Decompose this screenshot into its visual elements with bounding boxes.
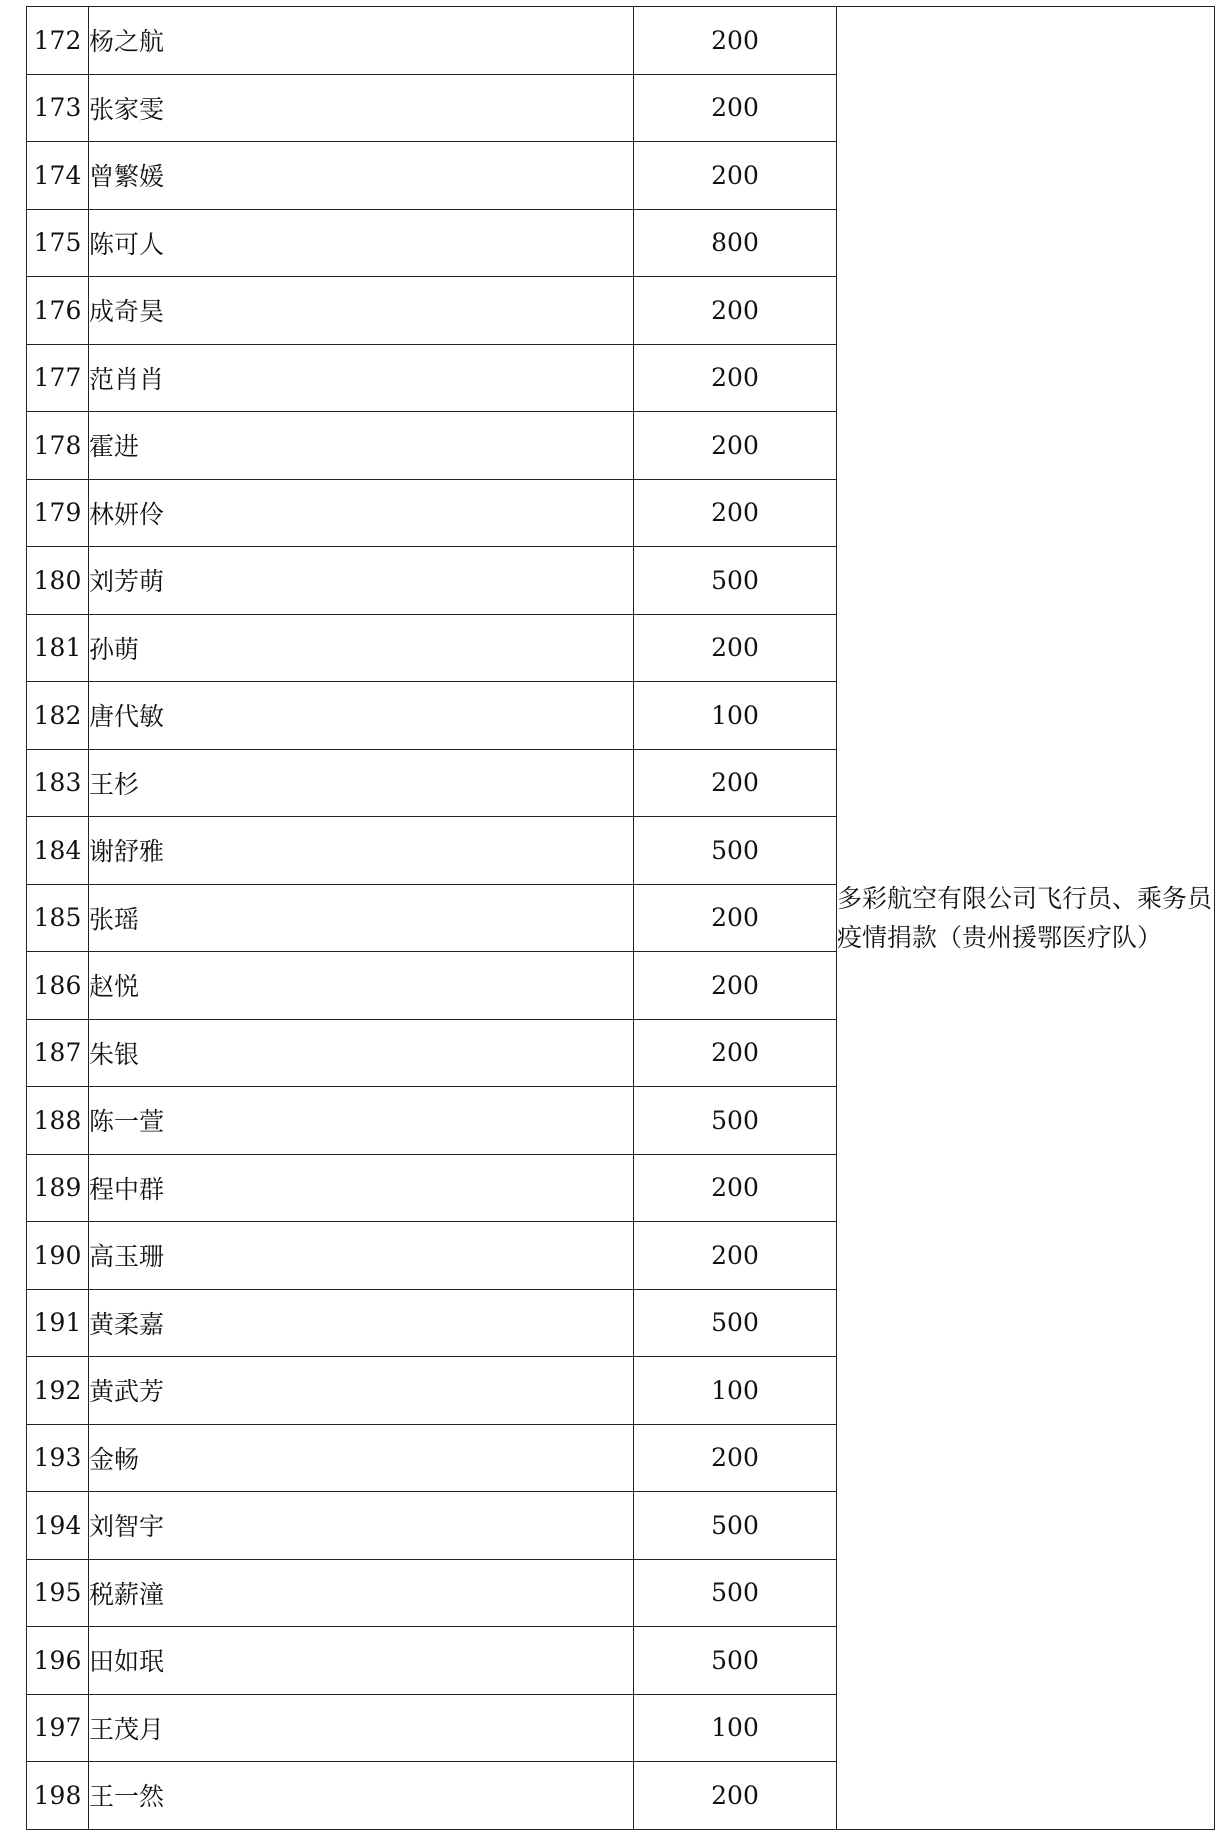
donation-table <box>26 6 1215 1830</box>
donor-name: 朱银 <box>89 1019 634 1087</box>
donor-name: 刘芳萌 <box>89 547 634 615</box>
row-number: 183 <box>27 749 89 817</box>
donation-amount: 200 <box>634 884 837 952</box>
row-number: 186 <box>27 952 89 1020</box>
row-number: 184 <box>27 817 89 885</box>
row-number: 173 <box>27 74 89 142</box>
donation-amount: 500 <box>634 1559 837 1627</box>
row-number: 180 <box>27 547 89 615</box>
row-number: 190 <box>27 1222 89 1290</box>
donor-name: 范肖肖 <box>89 344 634 412</box>
donor-name: 陈一萱 <box>89 1087 634 1155</box>
donor-name: 王一然 <box>89 1762 634 1830</box>
donation-amount: 200 <box>634 7 837 75</box>
donor-name: 孙萌 <box>89 614 634 682</box>
donation-amount: 500 <box>634 547 837 615</box>
row-number: 187 <box>27 1019 89 1087</box>
donor-name: 霍进 <box>89 412 634 480</box>
row-number: 181 <box>27 614 89 682</box>
donor-name: 赵悦 <box>89 952 634 1020</box>
donor-name: 谢舒雅 <box>89 817 634 885</box>
donation-amount: 500 <box>634 1289 837 1357</box>
donation-amount: 100 <box>634 682 837 750</box>
donor-name: 王杉 <box>89 749 634 817</box>
row-number: 192 <box>27 1357 89 1425</box>
donor-name: 成奇昊 <box>89 277 634 345</box>
donor-name: 陈可人 <box>89 209 634 277</box>
donor-name: 林妍伶 <box>89 479 634 547</box>
donor-name: 程中群 <box>89 1154 634 1222</box>
donor-name: 黄武芳 <box>89 1357 634 1425</box>
row-number: 172 <box>27 7 89 75</box>
row-number: 176 <box>27 277 89 345</box>
donation-amount: 500 <box>634 1627 837 1695</box>
row-number: 178 <box>27 412 89 480</box>
donation-amount: 200 <box>634 749 837 817</box>
row-number: 198 <box>27 1762 89 1830</box>
donation-note: 多彩航空有限公司飞行员、乘务员疫情捐款（贵州援鄂医疗队） <box>837 7 1215 1830</box>
donor-name: 杨之航 <box>89 7 634 75</box>
donation-amount: 200 <box>634 614 837 682</box>
row-number: 197 <box>27 1694 89 1762</box>
donor-name: 金畅 <box>89 1424 634 1492</box>
row-number: 174 <box>27 142 89 210</box>
row-number: 189 <box>27 1154 89 1222</box>
donation-amount: 200 <box>634 412 837 480</box>
donation-amount: 200 <box>634 479 837 547</box>
row-number: 194 <box>27 1492 89 1560</box>
row-number: 191 <box>27 1289 89 1357</box>
donor-name: 刘智宇 <box>89 1492 634 1560</box>
donation-amount: 200 <box>634 1424 837 1492</box>
donation-amount: 100 <box>634 1357 837 1425</box>
row-number: 195 <box>27 1559 89 1627</box>
donation-table-body <box>27 7 1215 1830</box>
donor-name: 张家雯 <box>89 74 634 142</box>
donation-amount: 200 <box>634 142 837 210</box>
row-number: 196 <box>27 1627 89 1695</box>
row-number: 175 <box>27 209 89 277</box>
donation-amount: 500 <box>634 1087 837 1155</box>
donation-amount: 200 <box>634 1762 837 1830</box>
table-row <box>27 7 1215 75</box>
donation-amount: 800 <box>634 209 837 277</box>
donor-name: 税薪潼 <box>89 1559 634 1627</box>
row-number: 188 <box>27 1087 89 1155</box>
donation-amount: 200 <box>634 277 837 345</box>
donation-amount: 200 <box>634 1154 837 1222</box>
donation-amount: 200 <box>634 952 837 1020</box>
row-number: 185 <box>27 884 89 952</box>
row-number: 179 <box>27 479 89 547</box>
donor-name: 王茂月 <box>89 1694 634 1762</box>
donor-name: 黄柔嘉 <box>89 1289 634 1357</box>
row-number: 193 <box>27 1424 89 1492</box>
donation-amount: 100 <box>634 1694 837 1762</box>
row-number: 177 <box>27 344 89 412</box>
donation-amount: 500 <box>634 1492 837 1560</box>
donation-amount: 200 <box>634 1019 837 1087</box>
donation-amount: 200 <box>634 344 837 412</box>
donor-name: 高玉珊 <box>89 1222 634 1290</box>
donor-name: 曾繁媛 <box>89 142 634 210</box>
donor-name: 张瑶 <box>89 884 634 952</box>
donor-name: 田如珉 <box>89 1627 634 1695</box>
row-number: 182 <box>27 682 89 750</box>
donor-name: 唐代敏 <box>89 682 634 750</box>
donation-amount: 200 <box>634 74 837 142</box>
donation-amount: 200 <box>634 1222 837 1290</box>
donation-amount: 500 <box>634 817 837 885</box>
